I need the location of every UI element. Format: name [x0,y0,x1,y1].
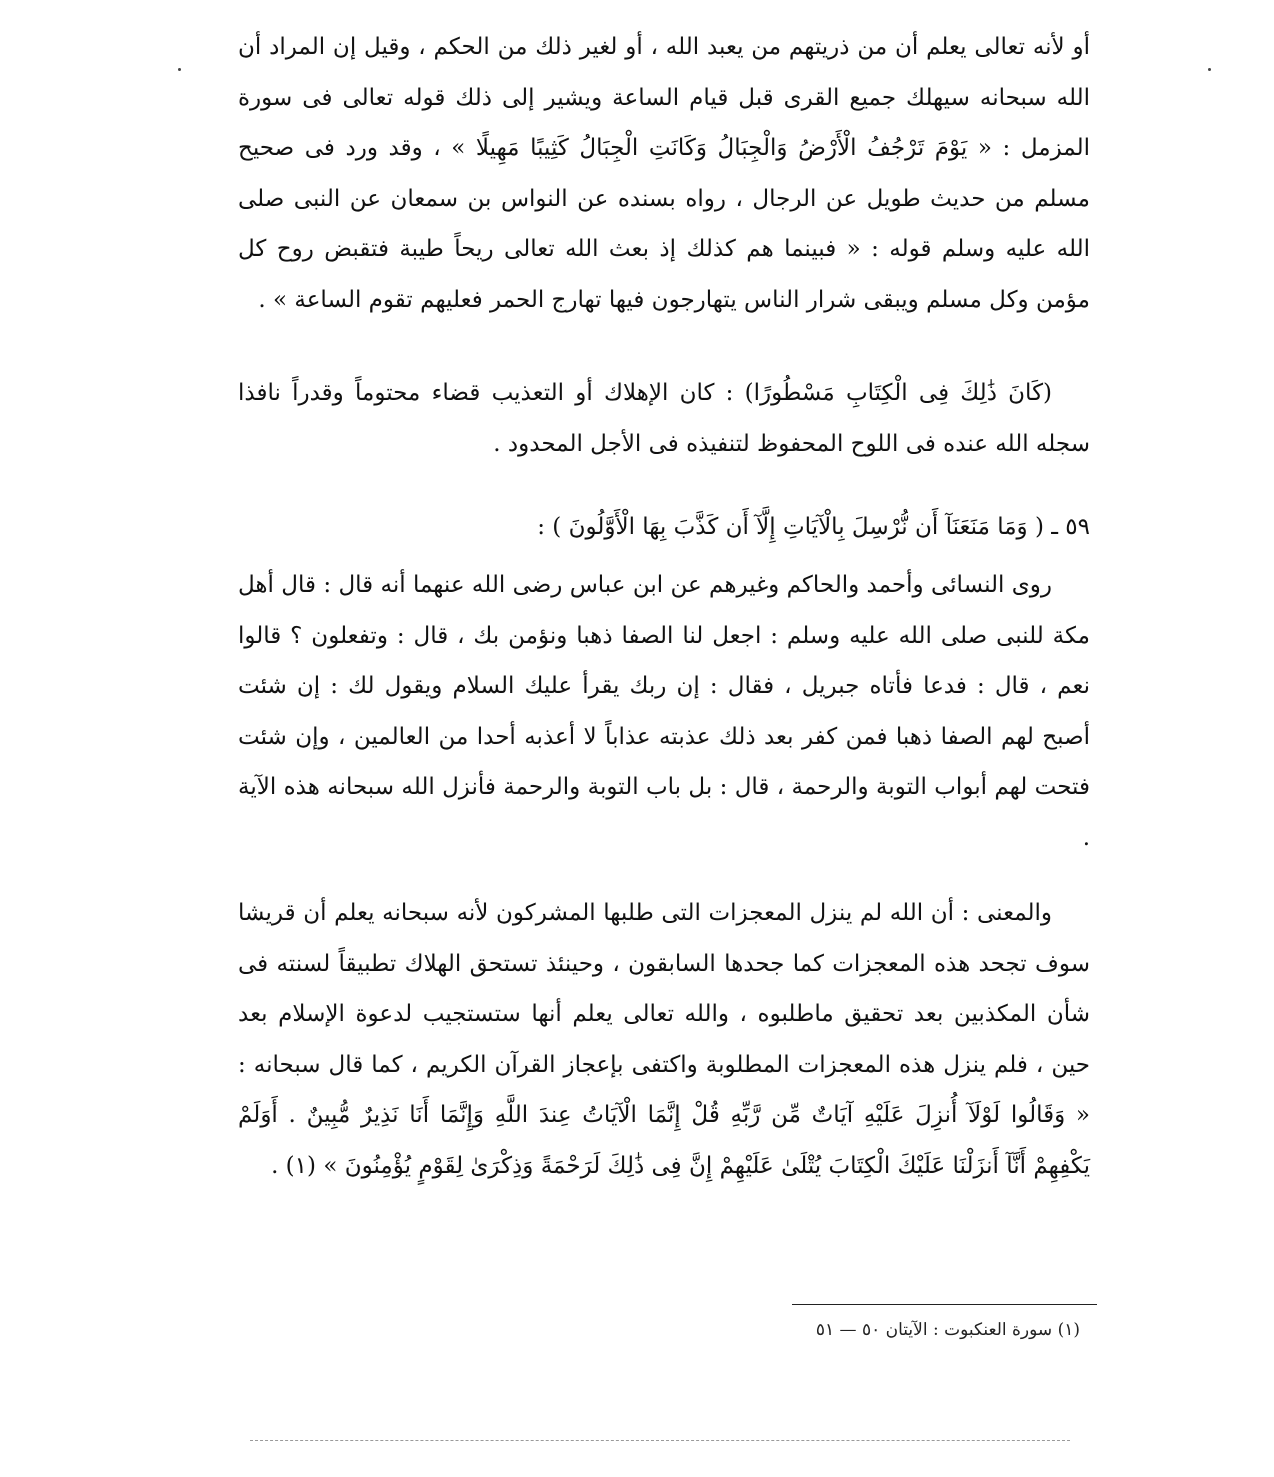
verse-heading-59: ٥٩ ـ ( وَمَا مَنَعَنَآ أَن نُّرْسِلَ بِالْآيَاتِ إِلَّآ أَن كَذَّبَ بِهَا الْأَوَّلُونَ ) : [537,514,1090,540]
paragraph-verse-explanation: (كَانَ ذَٰلِكَ فِى الْكِتَابِ مَسْطُورًا) : كان الإهلاك أو التعذيب قضاء محتوماً وقدراً نافذا سجله الله عنده فى اللوح المحفوظ لتنفيذه فى الأجل المحدود . [238,380,1090,457]
paragraph-commentary-1: أو لأنه تعالى يعلم أن من ذريتهم من يعبد الله ، أو لغير ذلك من الحكم ، وقيل إن المراد أن الله سبحانه سيهلك جميع القرى قبل قيام الساعة ويشير إلى ذلك قوله تعالى فى سورة المزمل : « يَوْمَ تَرْجُفُ الْأَرْضُ وَالْجِبَالُ وَكَانَتِ الْجِبَالُ كَثِيبًا مَهِيلًا » ، وقد ورد فى صحيح مسلم من حديث طويل عن الرجال ، رواه بسنده عن النواس بن سمعان عن النبى صلى الله عليه وسلم قوله : « فبينما هم كذلك إذ بعث الله تعالى ريحاً طيبة فتقبض روح كل مؤمن وكل مسلم ويبقى شرار الناس يتهارجون فيها تهارج الحمر فعليهم تقوم الساعة » . [238,34,1090,313]
paragraph-hadith-narration: روى النسائى وأحمد والحاكم وغيرهم عن ابن عباس رضى الله عنهما أنه قال : قال أهل مكة للنبى صلى الله عليه وسلم : اجعل لنا الصفا ذهبا ونؤمن بك ، قال : وتفعلون ؟ قالوا نعم ، قال : فدعا فأتاه جبريل ، فقال : إن ربك يقرأ عليك السلام ويقول لك : إن شئت أصبح لهم الصفا ذهبا فمن كفر بعد ذلك عذبته عذاباً لا أعذبه أحدا من العالمين ، وإن شئت فتحت لهم أبواب التوبة والرحمة ، قال : بل باب التوبة والرحمة فأنزل الله سبحانه هذه الآية . [238,572,1091,851]
paragraph-meaning: والمعنى : أن الله لم ينزل المعجزات التى طلبها المشركون لأنه سبحانه يعلم أن قريشا سوف تجحد هذه المعجزات كما جحدها السابقون ، وحينئذ تستحق الهلاك تطبيقاً لسنته فى شأن المكذبين بعد تحقيق ماطلبوه ، والله تعالى يعلم أنها ستستجيب لدعوة الإسلام بعد حين ، فلم ينزل هذه المعجزات المطلوبة واكتفى بإعجاز القرآن الكريم ، كما قال سبحانه : « وَقَالُوا لَوْلَآ أُنزِلَ عَلَيْهِ آيَاتٌ مِّن رَّبِّهِ قُلْ إِنَّمَا الْآيَاتُ عِندَ اللَّهِ وَإِنَّمَا أَنَا نَذِيرٌ مُّبِينٌ . أَوَلَمْ يَكْفِهِمْ أَنَّآ أَنزَلْنَا عَلَيْكَ الْكِتَابَ يُتْلَىٰ عَلَيْهِمْ إِنَّ فِى ذَٰلِكَ لَرَحْمَةً وَذِكْرَىٰ لِقَوْمٍ يُؤْمِنُونَ » (١) . [238,900,1090,1179]
footnote-divider [792,1304,1097,1305]
scan-speck [1208,68,1211,71]
scan-speck [178,68,181,71]
page-bottom-edge [250,1440,1070,1441]
footnote: (١) سورة العنكبوت : الآيتان ٥٠ — ٥١ [815,1320,1080,1340]
